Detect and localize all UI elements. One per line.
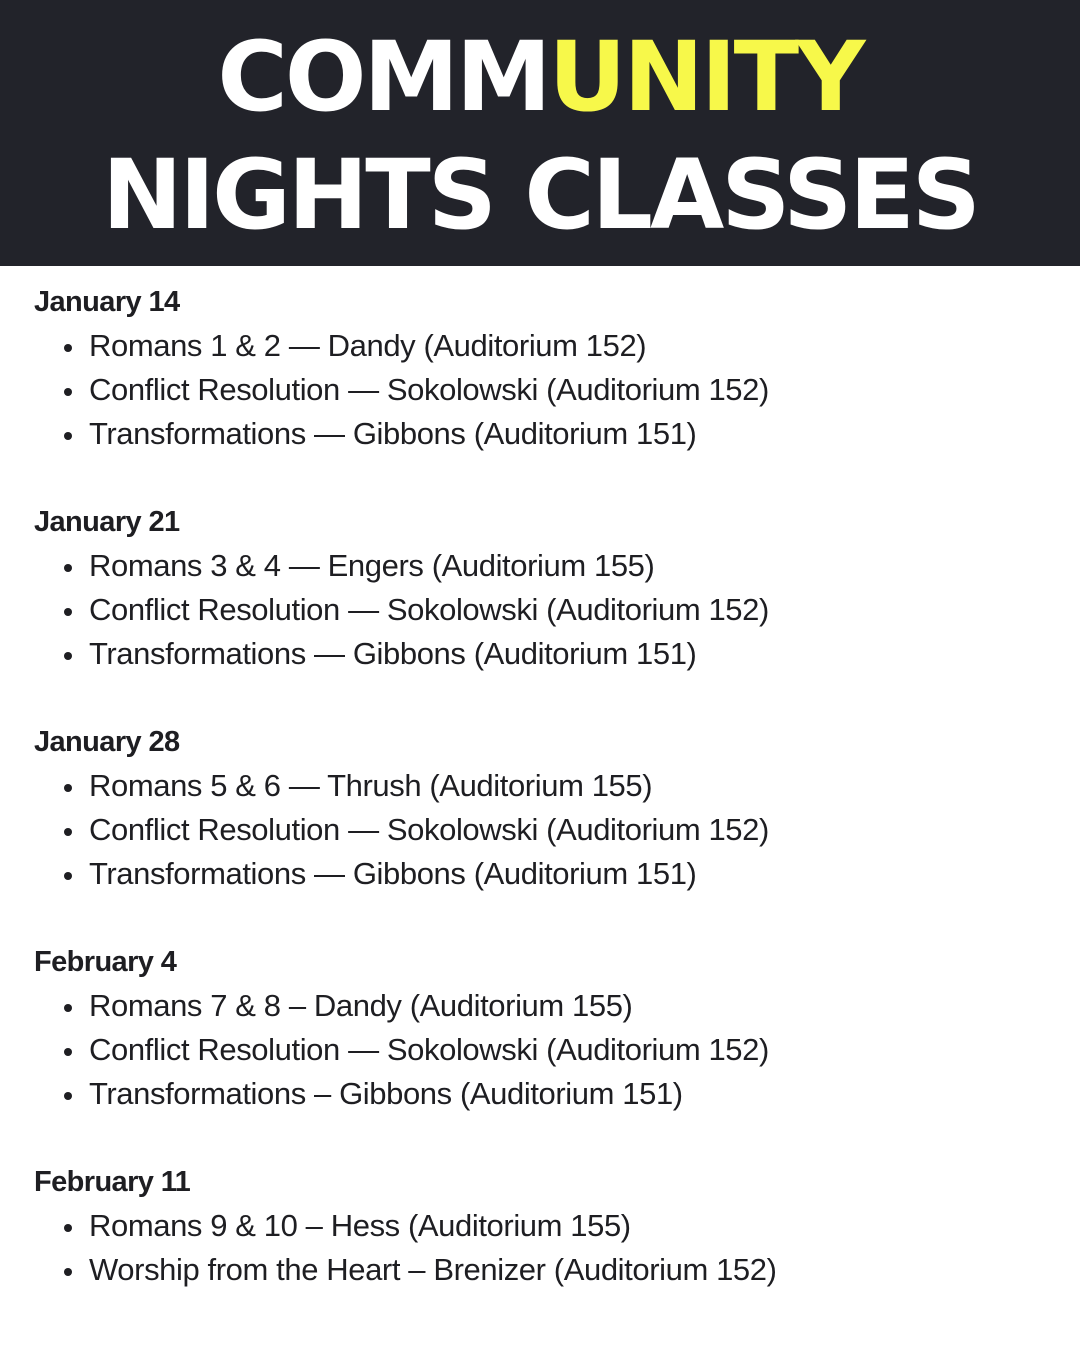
class-item (34, 324, 1054, 368)
bullet-icon (64, 1048, 72, 1056)
class-item-label: Conflict Resolution — Sokolowski (Auditorium 152) (89, 592, 769, 627)
class-item (34, 544, 1054, 588)
class-item-label: Romans 7 & 8 – Dandy (Auditorium 155) (89, 988, 633, 1023)
session-date: January 14 (34, 286, 180, 318)
class-item-label: Conflict Resolution — Sokolowski (Auditorium 152) (89, 812, 769, 847)
class-item (34, 852, 1054, 896)
title-banner (0, 0, 1080, 266)
class-item (34, 1248, 1054, 1292)
class-item-label: Transformations — Gibbons (Auditorium 151) (89, 416, 697, 451)
bullet-icon (64, 1004, 72, 1012)
bullet-icon (64, 608, 72, 616)
session-february-11 (34, 1160, 1054, 1292)
session-date: February 4 (34, 946, 177, 978)
class-item-label: Romans 5 & 6 — Thrush (Auditorium 155) (89, 768, 653, 803)
class-item-label: Transformations — Gibbons (Auditorium 151) (89, 636, 697, 671)
title-line-2: NIGHTS CLASSES (102, 139, 978, 251)
session-january-28 (34, 720, 1054, 896)
class-item (34, 632, 1054, 676)
class-item-label: Conflict Resolution — Sokolowski (Auditorium 152) (89, 1032, 769, 1067)
class-item-label: Worship from the Heart – Brenizer (Auditorium 152) (89, 1252, 777, 1287)
class-list (34, 324, 1054, 456)
session-february-4 (34, 940, 1054, 1116)
class-item-label: Romans 1 & 2 — Dandy (Auditorium 152) (89, 328, 647, 363)
class-item (34, 764, 1054, 808)
bullet-icon (64, 872, 72, 880)
class-item-label: Transformations — Gibbons (Auditorium 151) (89, 856, 697, 891)
class-item (34, 808, 1054, 852)
class-item (34, 368, 1054, 412)
bullet-icon (64, 652, 72, 660)
title-community-accent: UNITY (548, 21, 863, 133)
bullet-icon (64, 388, 72, 396)
bullet-icon (64, 564, 72, 572)
session-date: January 21 (34, 506, 180, 538)
bullet-icon (64, 784, 72, 792)
bullet-icon (64, 344, 72, 352)
class-item-label: Romans 3 & 4 — Engers (Auditorium 155) (89, 548, 655, 583)
bullet-icon (64, 1268, 72, 1276)
class-item (34, 1072, 1054, 1116)
class-item-label: Conflict Resolution — Sokolowski (Auditorium 152) (89, 372, 769, 407)
bullet-icon (64, 828, 72, 836)
class-item (34, 984, 1054, 1028)
title-community-white: COMM (217, 21, 549, 133)
class-list (34, 544, 1054, 676)
class-item (34, 412, 1054, 456)
class-item-label: Romans 9 & 10 – Hess (Auditorium 155) (89, 1208, 631, 1243)
schedule-list (34, 280, 1054, 1336)
session-january-21 (34, 500, 1054, 676)
session-date: January 28 (34, 726, 180, 758)
bullet-icon (64, 1224, 72, 1232)
class-item (34, 1028, 1054, 1072)
bullet-icon (64, 432, 72, 440)
title-line-1 (0, 22, 1080, 132)
session-date: February 11 (34, 1166, 191, 1198)
class-item (34, 588, 1054, 632)
session-january-14 (34, 280, 1054, 456)
class-list (34, 1204, 1054, 1292)
class-item (34, 1204, 1054, 1248)
class-list (34, 984, 1054, 1116)
bullet-icon (64, 1092, 72, 1100)
class-item-label: Transformations – Gibbons (Auditorium 151) (89, 1076, 683, 1111)
class-list (34, 764, 1054, 896)
